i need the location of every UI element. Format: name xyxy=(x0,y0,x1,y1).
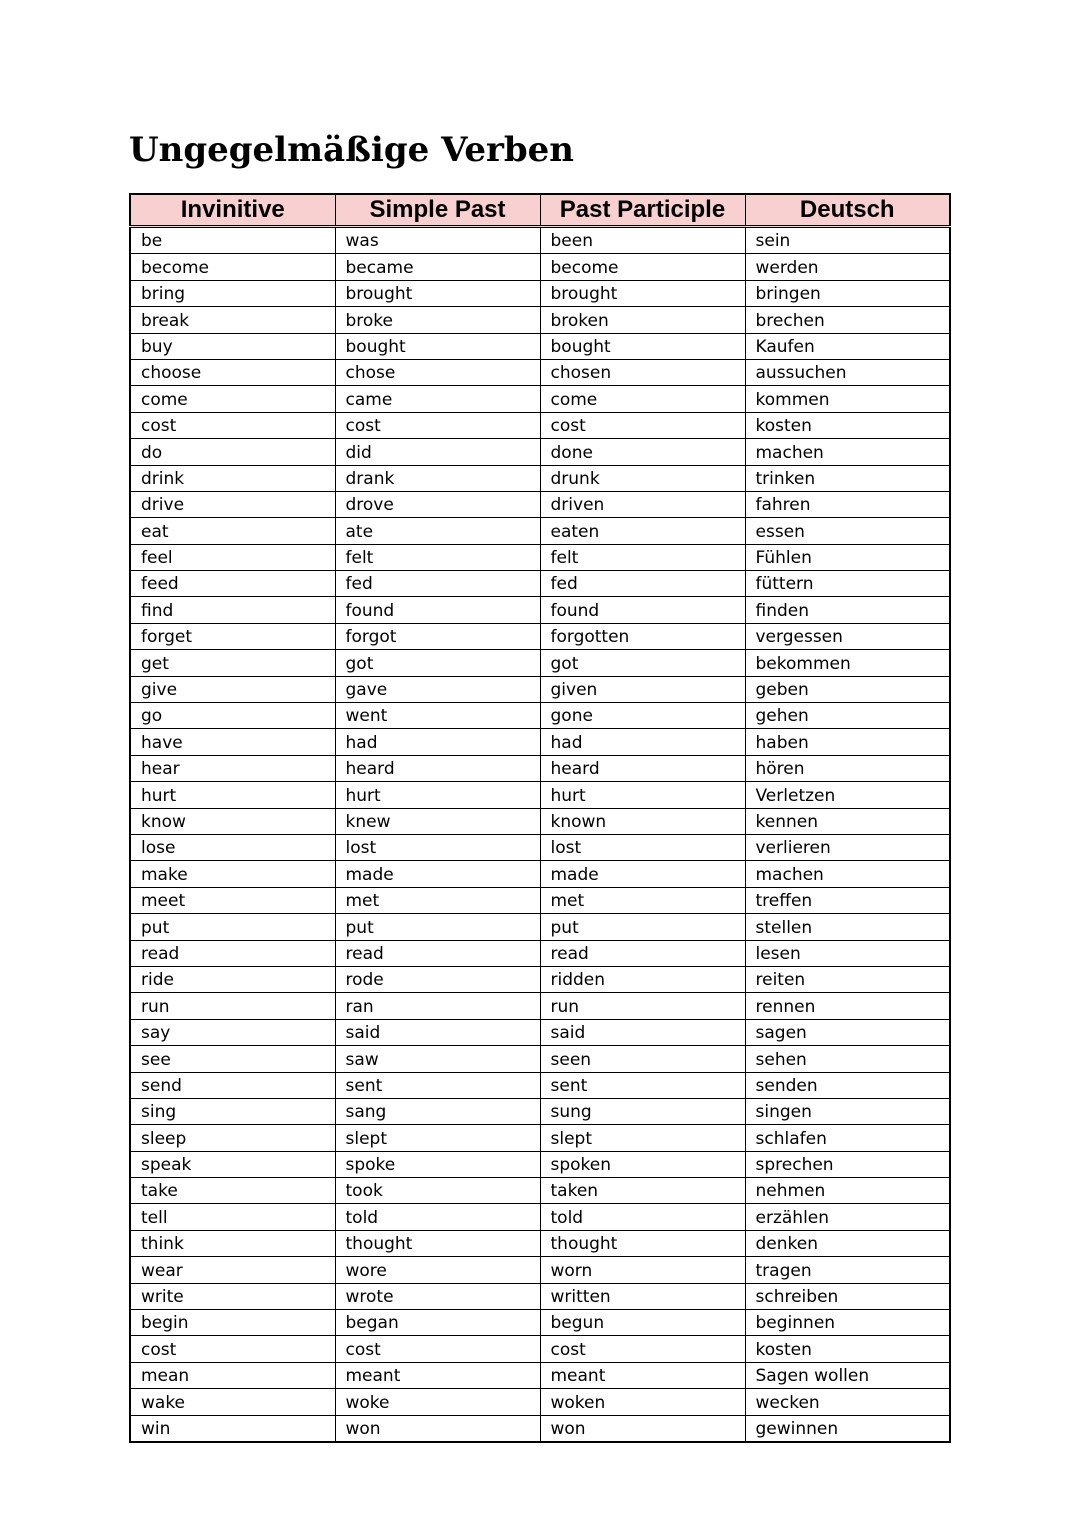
past-participle-cell: brought xyxy=(540,280,745,306)
past-participle-cell: woken xyxy=(540,1389,745,1415)
header-deutsch: Deutsch xyxy=(745,194,950,227)
simple-past-cell: bought xyxy=(335,333,540,359)
table-row xyxy=(130,597,950,623)
infinitive-cell: think xyxy=(130,1230,335,1256)
simple-past-cell: met xyxy=(335,887,540,913)
table-row xyxy=(130,412,950,438)
past-participle-cell: put xyxy=(540,914,745,940)
simple-past-cell: put xyxy=(335,914,540,940)
deutsch-cell: aussuchen xyxy=(745,359,950,385)
table-row xyxy=(130,544,950,570)
simple-past-cell: heard xyxy=(335,755,540,781)
infinitive-cell: hear xyxy=(130,755,335,781)
past-participle-cell: drunk xyxy=(540,465,745,491)
past-participle-cell: slept xyxy=(540,1125,745,1151)
deutsch-cell: Sagen wollen xyxy=(745,1362,950,1388)
table-row xyxy=(130,307,950,333)
table-row xyxy=(130,703,950,729)
infinitive-cell: know xyxy=(130,808,335,834)
past-participle-cell: told xyxy=(540,1204,745,1230)
deutsch-cell: bringen xyxy=(745,280,950,306)
table-row xyxy=(130,1204,950,1230)
simple-past-cell: sang xyxy=(335,1098,540,1124)
infinitive-cell: put xyxy=(130,914,335,940)
table-row xyxy=(130,1310,950,1336)
past-participle-cell: found xyxy=(540,597,745,623)
deutsch-cell: fahren xyxy=(745,491,950,517)
past-participle-cell: heard xyxy=(540,755,745,781)
table-header xyxy=(130,194,950,227)
infinitive-cell: tell xyxy=(130,1204,335,1230)
simple-past-cell: became xyxy=(335,254,540,280)
table-row xyxy=(130,1019,950,1045)
deutsch-cell: haben xyxy=(745,729,950,755)
simple-past-cell: made xyxy=(335,861,540,887)
past-participle-cell: sung xyxy=(540,1098,745,1124)
past-participle-cell: worn xyxy=(540,1257,745,1283)
simple-past-cell: was xyxy=(335,227,540,254)
past-participle-cell: meant xyxy=(540,1362,745,1388)
infinitive-cell: do xyxy=(130,439,335,465)
past-participle-cell: cost xyxy=(540,412,745,438)
infinitive-cell: bring xyxy=(130,280,335,306)
simple-past-cell: had xyxy=(335,729,540,755)
infinitive-cell: have xyxy=(130,729,335,755)
table-row xyxy=(130,254,950,280)
simple-past-cell: thought xyxy=(335,1230,540,1256)
past-participle-cell: eaten xyxy=(540,518,745,544)
infinitive-cell: run xyxy=(130,993,335,1019)
deutsch-cell: kosten xyxy=(745,412,950,438)
infinitive-cell: begin xyxy=(130,1310,335,1336)
simple-past-cell: knew xyxy=(335,808,540,834)
infinitive-cell: say xyxy=(130,1019,335,1045)
past-participle-cell: gone xyxy=(540,703,745,729)
infinitive-cell: forget xyxy=(130,623,335,649)
deutsch-cell: sehen xyxy=(745,1046,950,1072)
deutsch-cell: sprechen xyxy=(745,1151,950,1177)
header-past-participle: Past Participle xyxy=(540,194,745,227)
table-row xyxy=(130,1098,950,1124)
simple-past-cell: found xyxy=(335,597,540,623)
simple-past-cell: gave xyxy=(335,676,540,702)
simple-past-cell: ran xyxy=(335,993,540,1019)
past-participle-cell: begun xyxy=(540,1310,745,1336)
deutsch-cell: machen xyxy=(745,439,950,465)
infinitive-cell: mean xyxy=(130,1362,335,1388)
infinitive-cell: drive xyxy=(130,491,335,517)
deutsch-cell: trinken xyxy=(745,465,950,491)
table-row xyxy=(130,887,950,913)
simple-past-cell: began xyxy=(335,1310,540,1336)
deutsch-cell: kennen xyxy=(745,808,950,834)
table-body xyxy=(130,227,950,1442)
header-simple-past: Simple Past xyxy=(335,194,540,227)
table-row xyxy=(130,1283,950,1309)
table-row xyxy=(130,227,950,254)
table-row xyxy=(130,1072,950,1098)
past-participle-cell: said xyxy=(540,1019,745,1045)
simple-past-cell: spoke xyxy=(335,1151,540,1177)
deutsch-cell: Verletzen xyxy=(745,782,950,808)
infinitive-cell: eat xyxy=(130,518,335,544)
infinitive-cell: see xyxy=(130,1046,335,1072)
deutsch-cell: kommen xyxy=(745,386,950,412)
past-participle-cell: had xyxy=(540,729,745,755)
table-row xyxy=(130,1415,950,1442)
infinitive-cell: read xyxy=(130,940,335,966)
deutsch-cell: tragen xyxy=(745,1257,950,1283)
deutsch-cell: finden xyxy=(745,597,950,623)
infinitive-cell: ride xyxy=(130,966,335,992)
table-row xyxy=(130,1046,950,1072)
past-participle-cell: become xyxy=(540,254,745,280)
past-participle-cell: chosen xyxy=(540,359,745,385)
infinitive-cell: cost xyxy=(130,412,335,438)
table-row xyxy=(130,280,950,306)
table-row xyxy=(130,1336,950,1362)
infinitive-cell: get xyxy=(130,650,335,676)
infinitive-cell: go xyxy=(130,703,335,729)
simple-past-cell: cost xyxy=(335,412,540,438)
table-row xyxy=(130,966,950,992)
simple-past-cell: ate xyxy=(335,518,540,544)
infinitive-cell: lose xyxy=(130,834,335,860)
table-row xyxy=(130,834,950,860)
simple-past-cell: fed xyxy=(335,571,540,597)
table-row xyxy=(130,439,950,465)
table-row xyxy=(130,650,950,676)
table-row xyxy=(130,914,950,940)
past-participle-cell: come xyxy=(540,386,745,412)
deutsch-cell: Fühlen xyxy=(745,544,950,570)
simple-past-cell: slept xyxy=(335,1125,540,1151)
past-participle-cell: felt xyxy=(540,544,745,570)
infinitive-cell: win xyxy=(130,1415,335,1442)
simple-past-cell: brought xyxy=(335,280,540,306)
past-participle-cell: won xyxy=(540,1415,745,1442)
past-participle-cell: known xyxy=(540,808,745,834)
infinitive-cell: sleep xyxy=(130,1125,335,1151)
past-participle-cell: met xyxy=(540,887,745,913)
infinitive-cell: feed xyxy=(130,571,335,597)
deutsch-cell: machen xyxy=(745,861,950,887)
infinitive-cell: feel xyxy=(130,544,335,570)
simple-past-cell: broke xyxy=(335,307,540,333)
deutsch-cell: hören xyxy=(745,755,950,781)
table-row xyxy=(130,1257,950,1283)
past-participle-cell: got xyxy=(540,650,745,676)
table-row xyxy=(130,1125,950,1151)
table-row xyxy=(130,729,950,755)
past-participle-cell: seen xyxy=(540,1046,745,1072)
table-row xyxy=(130,1230,950,1256)
table-row xyxy=(130,1389,950,1415)
infinitive-cell: meet xyxy=(130,887,335,913)
simple-past-cell: drank xyxy=(335,465,540,491)
deutsch-cell: singen xyxy=(745,1098,950,1124)
deutsch-cell: bekommen xyxy=(745,650,950,676)
past-participle-cell: taken xyxy=(540,1178,745,1204)
table-row xyxy=(130,861,950,887)
verb-table xyxy=(129,193,951,1443)
infinitive-cell: make xyxy=(130,861,335,887)
deutsch-cell: brechen xyxy=(745,307,950,333)
simple-past-cell: won xyxy=(335,1415,540,1442)
infinitive-cell: speak xyxy=(130,1151,335,1177)
table-row xyxy=(130,491,950,517)
table-row xyxy=(130,1362,950,1388)
past-participle-cell: driven xyxy=(540,491,745,517)
infinitive-cell: sing xyxy=(130,1098,335,1124)
table-row xyxy=(130,386,950,412)
past-participle-cell: made xyxy=(540,861,745,887)
simple-past-cell: meant xyxy=(335,1362,540,1388)
deutsch-cell: kosten xyxy=(745,1336,950,1362)
table-row xyxy=(130,808,950,834)
deutsch-cell: wecken xyxy=(745,1389,950,1415)
past-participle-cell: bought xyxy=(540,333,745,359)
deutsch-cell: reiten xyxy=(745,966,950,992)
simple-past-cell: woke xyxy=(335,1389,540,1415)
deutsch-cell: schlafen xyxy=(745,1125,950,1151)
past-participle-cell: written xyxy=(540,1283,745,1309)
table-row xyxy=(130,333,950,359)
simple-past-cell: read xyxy=(335,940,540,966)
past-participle-cell: lost xyxy=(540,834,745,860)
infinitive-cell: send xyxy=(130,1072,335,1098)
infinitive-cell: cost xyxy=(130,1336,335,1362)
deutsch-cell: rennen xyxy=(745,993,950,1019)
simple-past-cell: did xyxy=(335,439,540,465)
infinitive-cell: break xyxy=(130,307,335,333)
infinitive-cell: hurt xyxy=(130,782,335,808)
table-row xyxy=(130,1151,950,1177)
simple-past-cell: chose xyxy=(335,359,540,385)
past-participle-cell: hurt xyxy=(540,782,745,808)
past-participle-cell: read xyxy=(540,940,745,966)
deutsch-cell: gehen xyxy=(745,703,950,729)
table-row xyxy=(130,571,950,597)
table-row xyxy=(130,755,950,781)
table-row xyxy=(130,993,950,1019)
deutsch-cell: vergessen xyxy=(745,623,950,649)
deutsch-cell: gewinnen xyxy=(745,1415,950,1442)
past-participle-cell: fed xyxy=(540,571,745,597)
past-participle-cell: spoken xyxy=(540,1151,745,1177)
deutsch-cell: sagen xyxy=(745,1019,950,1045)
simple-past-cell: wrote xyxy=(335,1283,540,1309)
past-participle-cell: run xyxy=(540,993,745,1019)
deutsch-cell: werden xyxy=(745,254,950,280)
table-row xyxy=(130,623,950,649)
table-row xyxy=(130,359,950,385)
table-row xyxy=(130,676,950,702)
deutsch-cell: füttern xyxy=(745,571,950,597)
deutsch-cell: essen xyxy=(745,518,950,544)
infinitive-cell: buy xyxy=(130,333,335,359)
infinitive-cell: choose xyxy=(130,359,335,385)
simple-past-cell: forgot xyxy=(335,623,540,649)
simple-past-cell: drove xyxy=(335,491,540,517)
simple-past-cell: came xyxy=(335,386,540,412)
deutsch-cell: erzählen xyxy=(745,1204,950,1230)
deutsch-cell: lesen xyxy=(745,940,950,966)
past-participle-cell: forgotten xyxy=(540,623,745,649)
header-row xyxy=(130,194,950,227)
deutsch-cell: stellen xyxy=(745,914,950,940)
past-participle-cell: ridden xyxy=(540,966,745,992)
simple-past-cell: got xyxy=(335,650,540,676)
deutsch-cell: Kaufen xyxy=(745,333,950,359)
simple-past-cell: cost xyxy=(335,1336,540,1362)
table-row xyxy=(130,518,950,544)
simple-past-cell: sent xyxy=(335,1072,540,1098)
past-participle-cell: sent xyxy=(540,1072,745,1098)
deutsch-cell: treffen xyxy=(745,887,950,913)
past-participle-cell: cost xyxy=(540,1336,745,1362)
table-row xyxy=(130,940,950,966)
infinitive-cell: take xyxy=(130,1178,335,1204)
deutsch-cell: denken xyxy=(745,1230,950,1256)
simple-past-cell: said xyxy=(335,1019,540,1045)
infinitive-cell: wear xyxy=(130,1257,335,1283)
past-participle-cell: given xyxy=(540,676,745,702)
table-row xyxy=(130,1178,950,1204)
table-row xyxy=(130,465,950,491)
deutsch-cell: verlieren xyxy=(745,834,950,860)
page-title: Ungegelmäßige Verben xyxy=(129,130,575,170)
infinitive-cell: become xyxy=(130,254,335,280)
simple-past-cell: hurt xyxy=(335,782,540,808)
infinitive-cell: come xyxy=(130,386,335,412)
simple-past-cell: told xyxy=(335,1204,540,1230)
past-participle-cell: done xyxy=(540,439,745,465)
simple-past-cell: felt xyxy=(335,544,540,570)
deutsch-cell: schreiben xyxy=(745,1283,950,1309)
deutsch-cell: senden xyxy=(745,1072,950,1098)
deutsch-cell: nehmen xyxy=(745,1178,950,1204)
deutsch-cell: sein xyxy=(745,227,950,254)
infinitive-cell: give xyxy=(130,676,335,702)
past-participle-cell: broken xyxy=(540,307,745,333)
simple-past-cell: lost xyxy=(335,834,540,860)
table-row xyxy=(130,782,950,808)
infinitive-cell: wake xyxy=(130,1389,335,1415)
simple-past-cell: took xyxy=(335,1178,540,1204)
infinitive-cell: write xyxy=(130,1283,335,1309)
past-participle-cell: been xyxy=(540,227,745,254)
simple-past-cell: wore xyxy=(335,1257,540,1283)
simple-past-cell: went xyxy=(335,703,540,729)
infinitive-cell: be xyxy=(130,227,335,254)
deutsch-cell: geben xyxy=(745,676,950,702)
infinitive-cell: find xyxy=(130,597,335,623)
header-infinitive: Invinitive xyxy=(130,194,335,227)
simple-past-cell: rode xyxy=(335,966,540,992)
deutsch-cell: beginnen xyxy=(745,1310,950,1336)
infinitive-cell: drink xyxy=(130,465,335,491)
simple-past-cell: saw xyxy=(335,1046,540,1072)
past-participle-cell: thought xyxy=(540,1230,745,1256)
